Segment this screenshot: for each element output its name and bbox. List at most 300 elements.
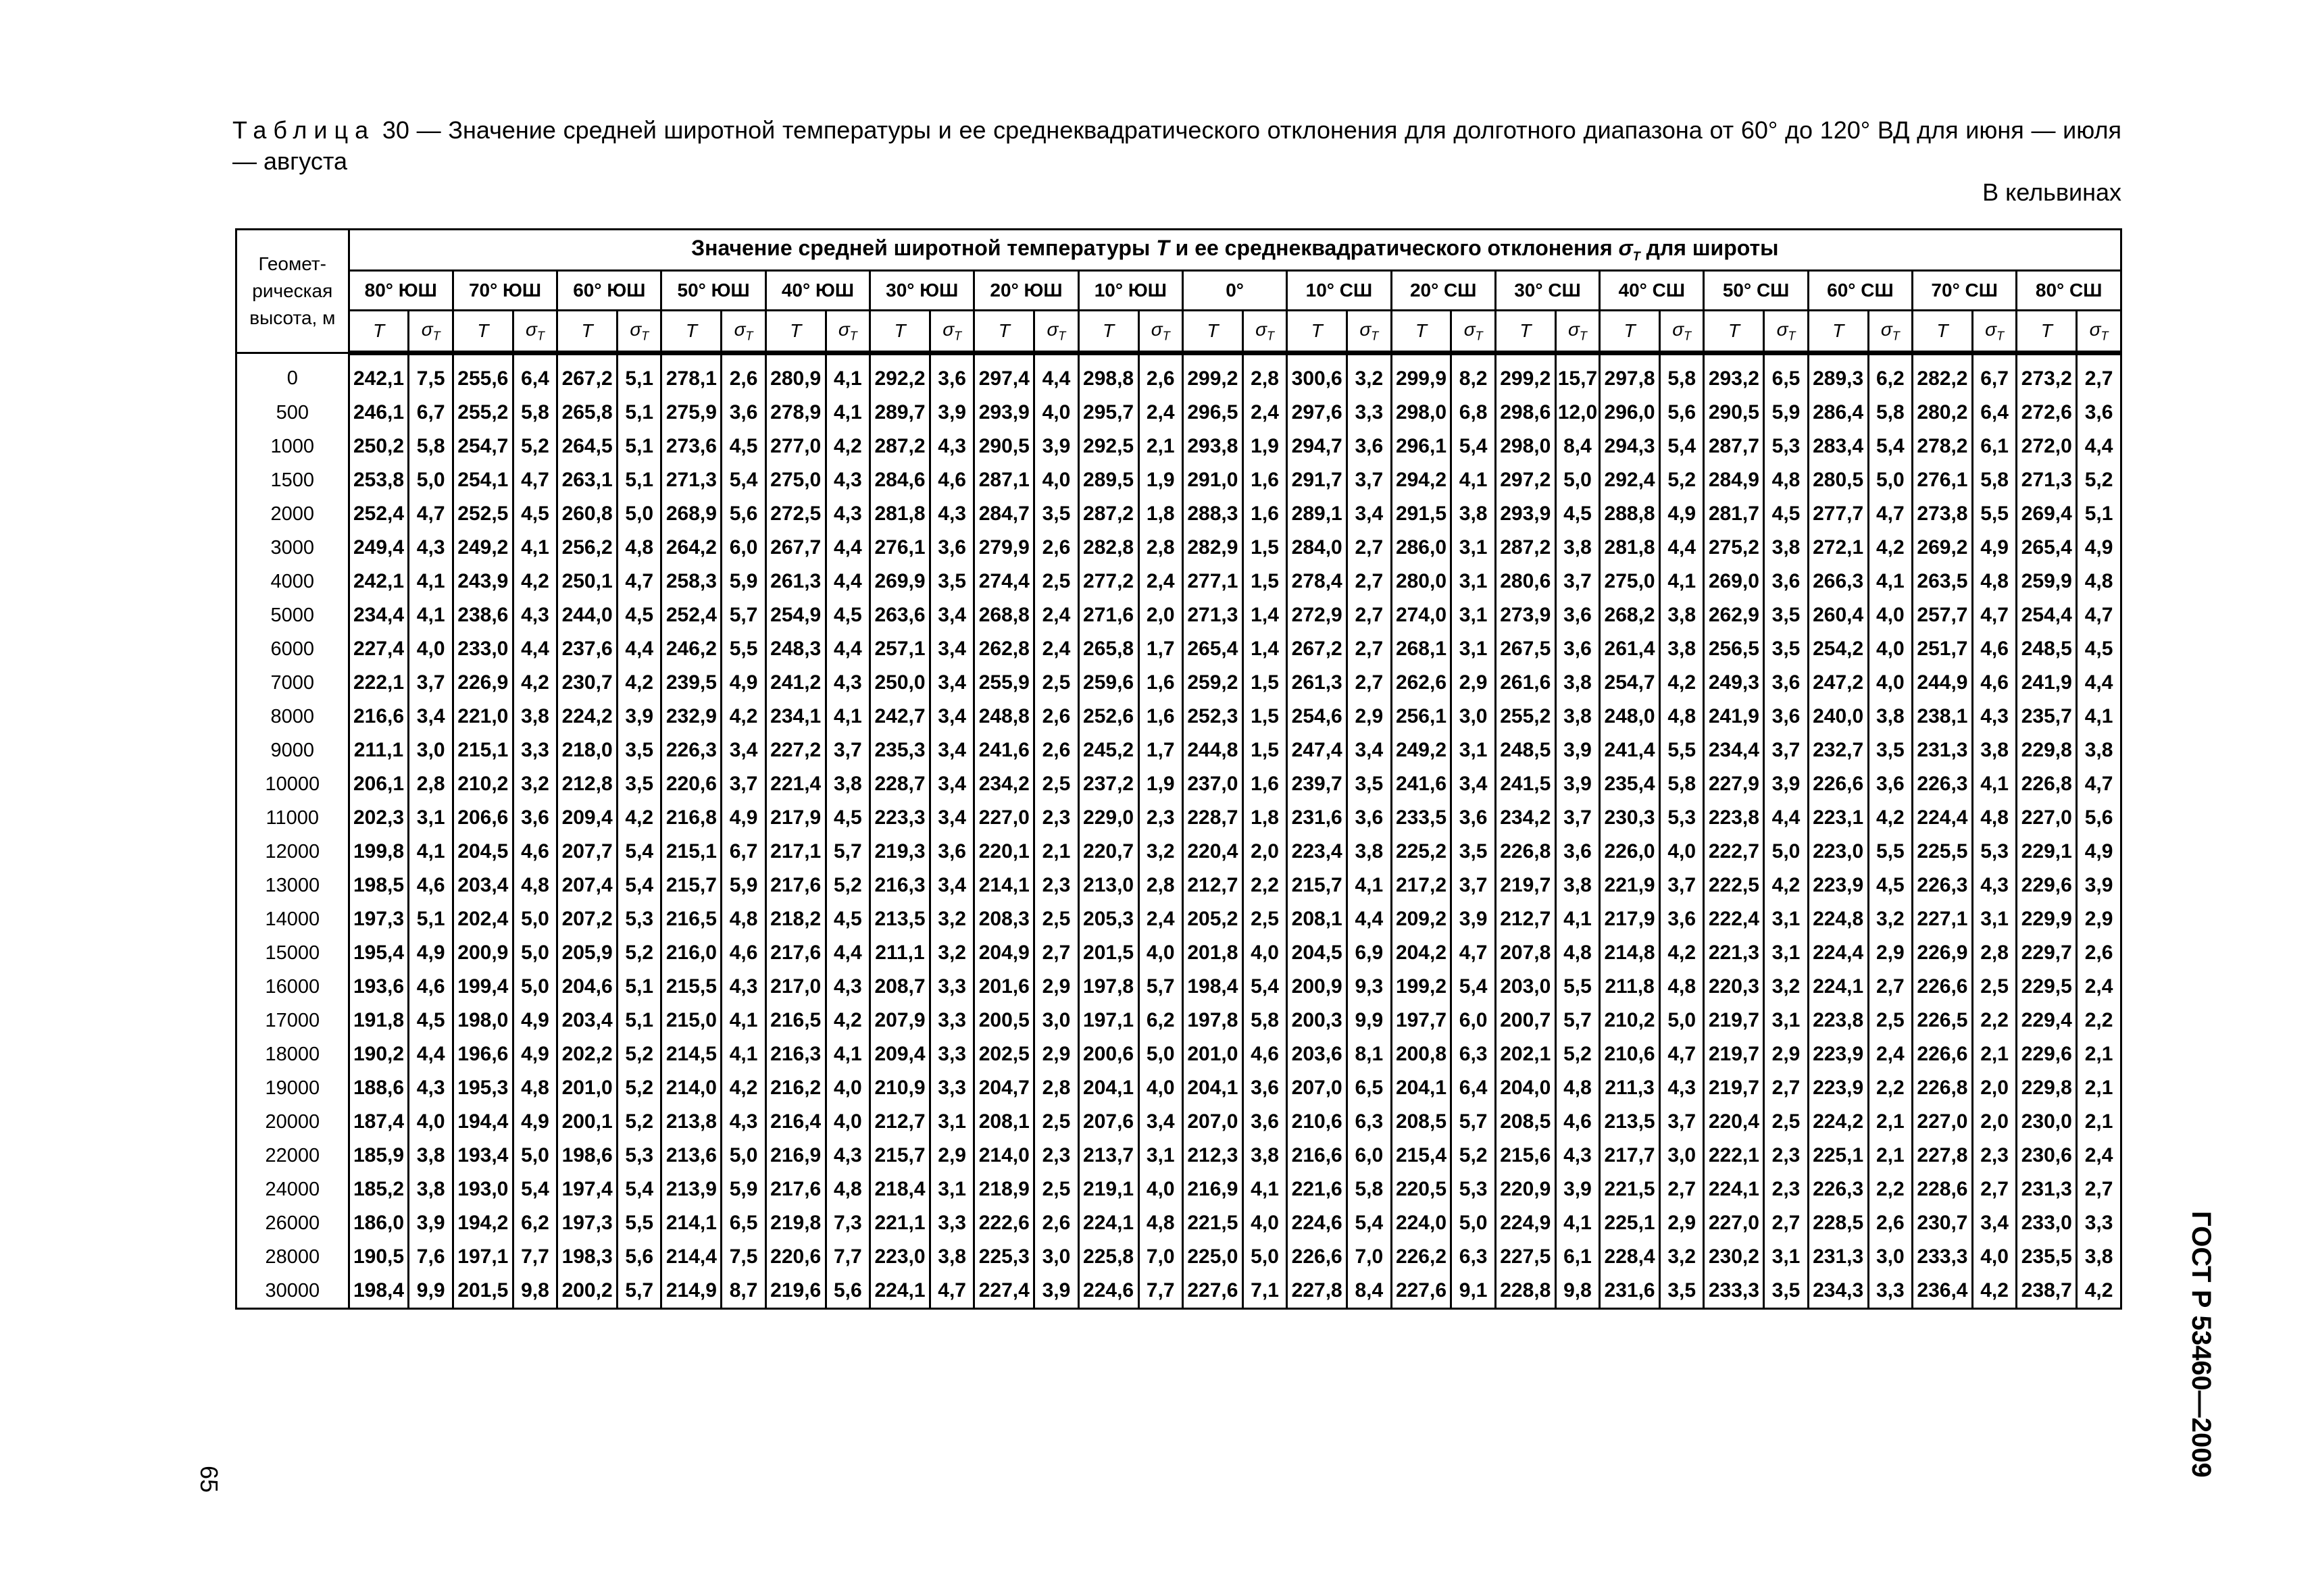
temperature-cell: 230,3	[1600, 801, 1660, 835]
sigma-cell: 2,3	[1764, 1139, 1808, 1173]
temperature-cell: 198,4	[349, 1274, 409, 1309]
temperature-cell: 214,0	[661, 1071, 722, 1105]
sigma-cell: 4,1	[826, 396, 870, 430]
temperature-cell: 259,6	[1078, 666, 1138, 700]
sigma-cell: 4,1	[722, 1037, 765, 1071]
temperature-cell: 217,6	[765, 869, 826, 902]
sigma-cell: 4,3	[1555, 1139, 1599, 1173]
temperature-cell: 252,3	[1182, 700, 1242, 733]
sigma-cell: 2,7	[1868, 970, 1912, 1004]
temperature-cell: 255,9	[974, 666, 1034, 700]
altitude-cell: 14000	[236, 902, 349, 936]
temperature-cell: 209,4	[870, 1037, 930, 1071]
sigma-cell: 3,6	[1764, 565, 1808, 598]
sigma-cell: 6,2	[1138, 1004, 1182, 1037]
temperature-cell: 225,8	[1078, 1240, 1138, 1274]
sigma-cell: 3,8	[1555, 531, 1599, 565]
temperature-cell: 225,0	[1182, 1240, 1242, 1274]
table-row	[236, 970, 2121, 1004]
sigma-cell: 4,2	[618, 801, 661, 835]
table-row	[236, 1173, 2121, 1206]
sigma-cell: 2,0	[1972, 1105, 2016, 1139]
temperature-cell: 297,2	[1495, 463, 1555, 497]
temperature-cell: 201,0	[1182, 1037, 1242, 1071]
sigma-cell: 3,0	[1034, 1004, 1078, 1037]
temperature-cell: 207,0	[1182, 1105, 1242, 1139]
temperature-cell: 267,5	[1495, 632, 1555, 666]
table-row	[236, 700, 2121, 733]
sigma-cell: 4,8	[2077, 565, 2121, 598]
temperature-cell: 213,7	[1078, 1139, 1138, 1173]
temperature-cell: 289,7	[870, 396, 930, 430]
temperature-cell: 299,2	[1182, 353, 1242, 396]
sigma-cell: 3,6	[1242, 1105, 1286, 1139]
temperature-cell: 224,1	[870, 1274, 930, 1309]
sigma-cell: 1,6	[1242, 497, 1286, 531]
latitude-header: 80° СШ	[2017, 271, 2121, 311]
temperature-cell: 269,2	[1913, 531, 1973, 565]
temperature-cell: 229,7	[2017, 936, 2077, 970]
sigma-cell: 4,0	[1660, 835, 1704, 869]
sigma-cell: 2,1	[2077, 1071, 2121, 1105]
sigma-cell: 5,0	[513, 1139, 557, 1173]
temperature-cell: 277,0	[765, 430, 826, 463]
latitude-header: 70° ЮШ	[453, 271, 557, 311]
temperature-cell: 276,1	[870, 531, 930, 565]
temperature-cell: 265,4	[1182, 632, 1242, 666]
temperature-cell: 297,8	[1600, 353, 1660, 396]
temperature-cell: 210,6	[1287, 1105, 1347, 1139]
temperature-cell: 296,1	[1391, 430, 1451, 463]
sigma-cell: 5,0	[513, 902, 557, 936]
sigma-cell: 3,5	[1451, 835, 1495, 869]
temperature-cell: 222,4	[1704, 902, 1764, 936]
sigma-symbol: σ	[1255, 318, 1267, 340]
temperature-cell: 211,1	[349, 733, 409, 767]
temperature-cell: 234,2	[1495, 801, 1555, 835]
temperature-cell: 287,2	[1495, 531, 1555, 565]
sigma-cell: 8,1	[1347, 1037, 1391, 1071]
temperature-cell: 199,2	[1391, 970, 1451, 1004]
table-caption	[232, 115, 2121, 177]
sigma-cell: 5,7	[618, 1274, 661, 1309]
sigma-subscript: T	[1579, 329, 1587, 343]
temperature-cell: 225,5	[1913, 835, 1973, 869]
col-sigma-header	[826, 311, 870, 353]
sigma-cell: 4,4	[826, 632, 870, 666]
sigma-cell: 4,1	[722, 1004, 765, 1037]
temperature-cell: 227,4	[349, 632, 409, 666]
sigma-cell: 4,1	[409, 598, 453, 632]
temperature-cell: 216,3	[870, 869, 930, 902]
sigma-cell: 4,0	[826, 1071, 870, 1105]
main-header-mid: и ее среднеквадратического отклонения	[1175, 236, 1613, 261]
sigma-cell: 4,3	[409, 1071, 453, 1105]
col-sigma-header	[1347, 311, 1391, 353]
document-code: ГОСТ Р 53460—2009	[2186, 1210, 2216, 1478]
temperature-cell: 268,1	[1391, 632, 1451, 666]
temperature-cell: 204,1	[1391, 1071, 1451, 1105]
sigma-cell: 5,3	[1972, 835, 2016, 869]
sigma-cell: 4,2	[1764, 869, 1808, 902]
temperature-cell: 248,5	[1495, 733, 1555, 767]
sigma-cell: 2,3	[1034, 801, 1078, 835]
temperature-cell: 255,6	[453, 353, 513, 396]
sigma-cell: 6,5	[1764, 353, 1808, 396]
sigma-cell: 2,3	[1138, 801, 1182, 835]
temperature-cell: 227,2	[765, 733, 826, 767]
sigma-cell: 3,5	[1347, 767, 1391, 801]
col-T-header: T	[557, 311, 618, 353]
temperature-cell: 216,3	[765, 1037, 826, 1071]
temperature-cell: 220,9	[1495, 1173, 1555, 1206]
col-T-header: T	[453, 311, 513, 353]
sigma-cell: 6,0	[722, 531, 765, 565]
table-row	[236, 1004, 2121, 1037]
sigma-cell: 5,0	[1868, 463, 1912, 497]
temperature-cell: 226,3	[1913, 767, 1973, 801]
sigma-cell: 3,3	[1868, 1274, 1912, 1309]
sigma-cell: 3,8	[1242, 1139, 1286, 1173]
col-T-header: T	[1182, 311, 1242, 353]
sigma-cell: 4,6	[409, 970, 453, 1004]
col-sigma-header	[1764, 311, 1808, 353]
latitude-header: 40° ЮШ	[765, 271, 870, 311]
sigma-cell: 4,9	[409, 936, 453, 970]
temperature-cell: 233,0	[453, 632, 513, 666]
temperature-cell: 229,6	[2017, 869, 2077, 902]
sigma-cell: 3,8	[409, 1173, 453, 1206]
sigma-cell: 4,3	[513, 598, 557, 632]
col-T-header: T	[1078, 311, 1138, 353]
temperature-cell: 207,4	[557, 869, 618, 902]
sigma-cell: 3,7	[1660, 1105, 1704, 1139]
table-row	[236, 565, 2121, 598]
table-row	[236, 936, 2121, 970]
temperature-cell: 227,1	[1913, 902, 1973, 936]
temperature-cell: 226,3	[1808, 1173, 1868, 1206]
sigma-cell: 6,3	[1451, 1240, 1495, 1274]
temperature-cell: 241,6	[974, 733, 1034, 767]
temperature-cell: 298,8	[1078, 353, 1138, 396]
sigma-cell: 2,8	[1972, 936, 2016, 970]
temperature-cell: 197,7	[1391, 1004, 1451, 1037]
temperature-cell: 238,7	[2017, 1274, 2077, 1309]
sigma-cell: 4,8	[1764, 463, 1808, 497]
sigma-cell: 4,8	[513, 869, 557, 902]
temperature-cell: 195,4	[349, 936, 409, 970]
temperature-cell: 253,8	[349, 463, 409, 497]
sigma-cell: 6,5	[722, 1206, 765, 1240]
sigma-cell: 3,3	[930, 1206, 974, 1240]
sigma-cell: 2,4	[1138, 396, 1182, 430]
sigma-subscript: T	[1371, 329, 1379, 343]
temperature-cell: 226,9	[453, 666, 513, 700]
temperature-cell: 203,4	[453, 869, 513, 902]
sigma-cell: 5,2	[513, 430, 557, 463]
sigma-cell: 3,8	[1764, 531, 1808, 565]
sigma-cell: 3,1	[1764, 936, 1808, 970]
sigma-subscript: T	[1266, 329, 1274, 343]
sigma-cell: 5,1	[618, 1004, 661, 1037]
temperature-cell: 200,3	[1287, 1004, 1347, 1037]
sigma-cell: 5,2	[1555, 1037, 1599, 1071]
sigma-cell: 4,3	[1660, 1071, 1704, 1105]
temperature-cell: 188,6	[349, 1071, 409, 1105]
sigma-subscript: T	[2101, 329, 2109, 343]
sigma-cell: 3,8	[1972, 733, 2016, 767]
sigma-cell: 15,7	[1555, 353, 1599, 396]
temperature-cell: 195,3	[453, 1071, 513, 1105]
sigma-cell: 3,6	[1868, 767, 1912, 801]
sigma-cell: 4,1	[1972, 767, 2016, 801]
sigma-cell: 2,0	[1972, 1071, 2016, 1105]
sigma-cell: 4,1	[1555, 902, 1599, 936]
sigma-cell: 5,4	[1868, 430, 1912, 463]
temperature-cell: 252,5	[453, 497, 513, 531]
temperature-cell: 212,3	[1182, 1139, 1242, 1173]
temperature-cell: 201,6	[974, 970, 1034, 1004]
sigma-cell: 3,0	[409, 733, 453, 767]
latitude-header: 70° СШ	[1913, 271, 2017, 311]
sigma-cell: 3,8	[1555, 869, 1599, 902]
sigma-cell: 4,4	[2077, 430, 2121, 463]
temperature-cell: 227,8	[1287, 1274, 1347, 1309]
sigma-cell: 4,3	[1972, 700, 2016, 733]
sigma-subscript: T	[1162, 329, 1170, 343]
temperature-cell: 226,5	[1913, 1004, 1973, 1037]
sigma-cell: 3,1	[1451, 565, 1495, 598]
sigma-cell: 5,0	[513, 936, 557, 970]
temperature-cell: 264,5	[557, 430, 618, 463]
latitude-header: 60° ЮШ	[557, 271, 661, 311]
temperature-cell: 229,0	[1078, 801, 1138, 835]
sigma-cell: 3,5	[618, 733, 661, 767]
sigma-cell: 4,3	[930, 430, 974, 463]
temperature-cell: 293,9	[974, 396, 1034, 430]
sigma-cell: 1,4	[1242, 632, 1286, 666]
sigma-cell: 3,2	[1868, 902, 1912, 936]
temperature-cell: 269,0	[1704, 565, 1764, 598]
temperature-cell: 226,8	[1913, 1071, 1973, 1105]
sigma-symbol: σ	[1880, 318, 1892, 340]
sigma-cell: 3,9	[1555, 767, 1599, 801]
temperature-cell: 217,9	[765, 801, 826, 835]
table-row	[236, 1274, 2121, 1309]
sigma-cell: 4,0	[409, 1105, 453, 1139]
temperature-cell: 290,5	[974, 430, 1034, 463]
sigma-cell: 4,2	[513, 565, 557, 598]
col-sigma-header	[513, 311, 557, 353]
sigma-cell: 4,8	[618, 531, 661, 565]
temperature-cell: 223,0	[1808, 835, 1868, 869]
table-row	[236, 869, 2121, 902]
temperature-cell: 208,5	[1495, 1105, 1555, 1139]
col-T-header: T	[1808, 311, 1868, 353]
temperature-cell: 200,7	[1495, 1004, 1555, 1037]
temperature-cell: 214,9	[661, 1274, 722, 1309]
sigma-cell: 3,4	[722, 733, 765, 767]
sigma-cell: 2,3	[1034, 1139, 1078, 1173]
sigma-cell: 2,1	[2077, 1037, 2121, 1071]
temperature-cell: 219,7	[1495, 869, 1555, 902]
sigma-cell: 9,1	[1451, 1274, 1495, 1309]
temperature-cell: 230,2	[1704, 1240, 1764, 1274]
temperature-cell: 212,7	[870, 1105, 930, 1139]
sigma-cell: 4,4	[1347, 902, 1391, 936]
temperature-cell: 229,4	[2017, 1004, 2077, 1037]
temperature-cell: 219,8	[765, 1206, 826, 1240]
sigma-cell: 1,5	[1242, 531, 1286, 565]
sigma-cell: 5,5	[722, 632, 765, 666]
sigma-cell: 3,8	[1868, 700, 1912, 733]
sigma-cell: 4,3	[409, 531, 453, 565]
temperature-cell: 269,4	[2017, 497, 2077, 531]
sigma-cell: 3,6	[1347, 801, 1391, 835]
temperature-cell: 254,1	[453, 463, 513, 497]
sigma-cell: 6,9	[1347, 936, 1391, 970]
sigma-cell: 3,3	[930, 1071, 974, 1105]
table-row	[236, 430, 2121, 463]
sigma-cell: 3,5	[618, 767, 661, 801]
temperature-cell: 272,1	[1808, 531, 1868, 565]
temperature-cell: 204,1	[1182, 1071, 1242, 1105]
temperature-cell: 233,5	[1391, 801, 1451, 835]
temperature-cell: 274,0	[1391, 598, 1451, 632]
temperature-cell: 224,6	[1078, 1274, 1138, 1309]
temperature-cell: 292,2	[870, 353, 930, 396]
sigma-cell: 2,8	[1242, 353, 1286, 396]
temperature-cell: 207,2	[557, 902, 618, 936]
sigma-cell: 3,5	[1764, 1274, 1808, 1309]
sigma-cell: 2,0	[1242, 835, 1286, 869]
temperature-cell: 254,7	[453, 430, 513, 463]
temperature-cell: 261,4	[1600, 632, 1660, 666]
sigma-cell: 9,8	[1555, 1274, 1599, 1309]
sigma-cell: 6,0	[1347, 1139, 1391, 1173]
latitude-header: 30° ЮШ	[870, 271, 974, 311]
temperature-cell: 200,8	[1391, 1037, 1451, 1071]
temperature-cell: 230,6	[2017, 1139, 2077, 1173]
temperature-cell: 292,5	[1078, 430, 1138, 463]
temperature-cell: 222,7	[1704, 835, 1764, 869]
sigma-cell: 5,1	[618, 430, 661, 463]
sigma-cell: 3,8	[1555, 700, 1599, 733]
temperature-cell: 204,5	[453, 835, 513, 869]
temperature-cell: 224,4	[1808, 936, 1868, 970]
temperature-cell: 243,9	[453, 565, 513, 598]
sigma-cell: 4,3	[826, 666, 870, 700]
sigma-cell: 4,0	[1868, 632, 1912, 666]
temperature-cell: 233,0	[2017, 1206, 2077, 1240]
sigma-subscript: T	[1684, 329, 1692, 343]
temperature-cell: 261,3	[1287, 666, 1347, 700]
sigma-cell: 3,1	[1451, 632, 1495, 666]
col-T-header: T	[349, 311, 409, 353]
sigma-cell: 6,4	[1972, 396, 2016, 430]
table-row	[236, 463, 2121, 497]
sigma-cell: 2,7	[1347, 666, 1391, 700]
main-header-T: T	[1156, 236, 1169, 261]
sigma-cell: 1,6	[1138, 700, 1182, 733]
temperature-cell: 221,5	[1182, 1206, 1242, 1240]
temperature-cell: 241,4	[1600, 733, 1660, 767]
sigma-cell: 12,0	[1555, 396, 1599, 430]
sigma-cell: 6,4	[513, 353, 557, 396]
temperature-cell: 226,6	[1808, 767, 1868, 801]
sigma-cell: 2,4	[1242, 396, 1286, 430]
temperature-cell: 226,2	[1391, 1240, 1451, 1274]
temperature-cell: 280,5	[1808, 463, 1868, 497]
temperature-cell: 231,6	[1600, 1274, 1660, 1309]
temperature-cell: 217,0	[765, 970, 826, 1004]
sigma-cell: 2,6	[1034, 733, 1078, 767]
sigma-symbol: σ	[421, 318, 433, 340]
temperature-cell: 218,2	[765, 902, 826, 936]
temperature-cell: 214,0	[974, 1139, 1034, 1173]
temperature-cell: 226,8	[1495, 835, 1555, 869]
sigma-cell: 9,3	[1347, 970, 1391, 1004]
temperature-cell: 222,1	[1704, 1139, 1764, 1173]
altitude-cell: 24000	[236, 1173, 349, 1206]
temperature-cell: 280,9	[765, 353, 826, 396]
sigma-cell: 2,6	[722, 353, 765, 396]
temperature-cell: 232,7	[1808, 733, 1868, 767]
temperature-cell: 220,7	[1078, 835, 1138, 869]
temperature-cell: 237,0	[1182, 767, 1242, 801]
temperature-cell: 229,1	[2017, 835, 2077, 869]
latitude-header: 20° ЮШ	[974, 271, 1078, 311]
temperature-cell: 219,6	[765, 1274, 826, 1309]
temperature-cell: 216,4	[765, 1105, 826, 1139]
sigma-cell: 3,1	[1138, 1139, 1182, 1173]
sigma-cell: 5,4	[618, 869, 661, 902]
sigma-cell: 7,1	[1242, 1274, 1286, 1309]
col-T-header: T	[2017, 311, 2077, 353]
temperature-cell: 225,2	[1391, 835, 1451, 869]
temperature-cell: 193,4	[453, 1139, 513, 1173]
temperature-cell: 299,2	[1495, 353, 1555, 396]
temperature-cell: 280,6	[1495, 565, 1555, 598]
temperature-cell: 208,5	[1391, 1105, 1451, 1139]
sigma-cell: 7,7	[513, 1240, 557, 1274]
sigma-cell: 4,6	[930, 463, 974, 497]
temperature-cell: 235,4	[1600, 767, 1660, 801]
altitude-cell: 6000	[236, 632, 349, 666]
sigma-cell: 2,6	[1034, 531, 1078, 565]
sigma-cell: 4,6	[722, 936, 765, 970]
sigma-cell: 5,2	[1660, 463, 1704, 497]
sigma-cell: 5,1	[409, 902, 453, 936]
temperature-cell: 207,6	[1078, 1105, 1138, 1139]
altitude-cell: 5000	[236, 598, 349, 632]
temperature-cell: 267,7	[765, 531, 826, 565]
sigma-cell: 4,1	[826, 1037, 870, 1071]
temperature-cell: 277,7	[1808, 497, 1868, 531]
temperature-cell: 204,2	[1391, 936, 1451, 970]
sigma-cell: 4,2	[513, 666, 557, 700]
sigma-cell: 4,5	[1555, 497, 1599, 531]
sigma-cell: 2,3	[1034, 869, 1078, 902]
temperature-cell: 219,1	[1078, 1173, 1138, 1206]
sigma-cell: 3,4	[930, 733, 974, 767]
temperature-cell: 223,3	[870, 801, 930, 835]
sigma-cell: 5,3	[1660, 801, 1704, 835]
temperature-cell: 197,8	[1182, 1004, 1242, 1037]
sigma-symbol: σ	[942, 318, 955, 340]
temperature-cell: 294,2	[1391, 463, 1451, 497]
temperature-cell: 229,8	[2017, 733, 2077, 767]
